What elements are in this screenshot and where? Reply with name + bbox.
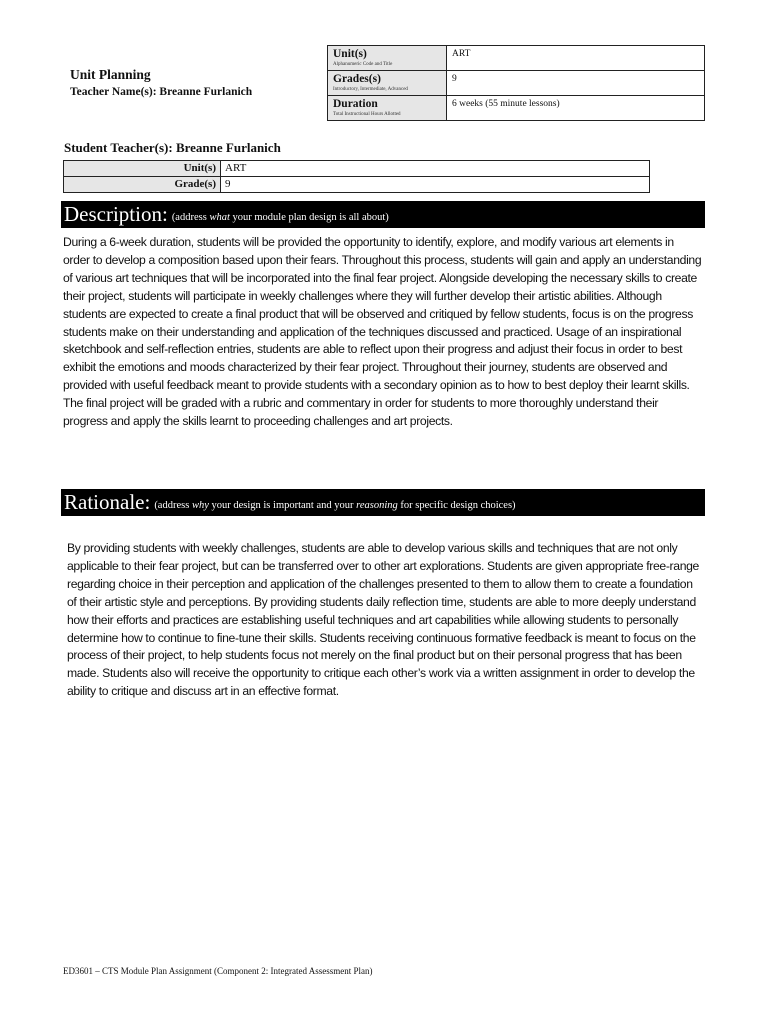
rationale-note-emphasis-reasoning: reasoning: [356, 500, 398, 511]
rationale-note-emphasis-why: why: [191, 500, 209, 511]
student-teacher: Student Teacher(s): Breanne Furlanich: [64, 140, 281, 155]
duration-row: [328, 96, 705, 121]
small-grade-value: 9: [221, 177, 650, 193]
small-grade-label: Grade(s): [64, 177, 221, 193]
rationale-note-pre: (address: [154, 500, 192, 511]
page-title: Unit Planning: [70, 67, 151, 82]
grades-sublabel: Introductory, Intermediate, Advanced: [333, 87, 408, 92]
grades-row: [328, 71, 705, 96]
description-note: [172, 211, 389, 225]
rationale-heading-bar: [61, 489, 705, 516]
rationale-note-mid: your design is important and your: [208, 500, 357, 511]
small-unit-value: ART: [221, 161, 650, 177]
header-block: [70, 66, 320, 100]
unit-row: [328, 46, 705, 71]
description-text: During a 6-week duration, students will be provided the opportunity to identify, explore, and modify various art elements in order to develop a composition based upon their fears. Throughout this process, students will gain and apply an understanding of various art techniques that will be incorporated into the final fear project. Alongside developing the necessary skills to create their project, students will participate in weekly challenges where they will further develop their artistic abilities. Although students are expected to create a final product that will be observed and critiqued by fellow students, focus is on the progress students make on their understanding and application of the techniques discussed and practiced. Usage of an inspirational sketchbook and self-reflection entries, students are able to reflect upon their progress and adjust their focus in order to best exhibit the emotions and moods characterized by their fear project. Throughout their journey, students are observed and provided with useful feedback meant to provide students with a secondary opinion as to how to best deploy their learnt skills. The final project will be graded with a rubric and commentary in order for students to more thoroughly understand their progress and apply the skills learnt to proceeding challenges and art projects.: [63, 235, 702, 429]
rationale-note-post: for specific design choices): [397, 500, 516, 511]
description-heading-bar: [61, 201, 705, 228]
duration-value: 6 weeks (55 minute lessons): [447, 96, 705, 121]
table-row: [64, 161, 650, 177]
grades-value: 9: [447, 71, 705, 96]
small-unit-label: Unit(s): [64, 161, 221, 177]
rationale-text: By providing students with weekly challenges, students are able to develop various skills and techniques that are not only applicable to their fear project, but can be transferred over to other art explorations. Students are given appropriate free-range regarding choice in their perception and application of the challenges presented to them to allow them to create a foundation of their artistic style and perceptions. By providing students daily reflection time, students are able to more deeply understand how their efforts and practices are establishing useful techniques and art capabilities while allowing students to personally determine how to continue to fine-tune their skills. Students receiving continuous formative feedback is meant to focus on the process of their project, to help students focus not merely on the final product but on their personal progress that has been made. Students also will receive the opportunity to critique each other’s work via a written assignment in order to develop the ability to critique and discuss art in an effective format.: [67, 541, 699, 699]
duration-label: Duration: [333, 98, 378, 110]
rationale-note: [154, 499, 515, 513]
description-heading: Description:: [64, 202, 168, 226]
unit-sublabel: Alphanumeric Code and Title: [333, 62, 393, 67]
grades-label: Grades(s): [333, 73, 381, 85]
teacher-name: Teacher Name(s): Breanne Furlanich: [70, 86, 253, 98]
unit-label: Unit(s): [333, 48, 367, 60]
description-note-emphasis: what: [209, 212, 230, 223]
description-note-pre: (address: [171, 212, 210, 223]
page-footer: ED3601 – CTS Module Plan Assignment (Component 2: Integrated Assessment Plan): [63, 966, 373, 976]
duration-sublabel: Total Instructional Hours Allotted: [333, 112, 401, 117]
unit-grade-table: [63, 160, 650, 193]
description-note-post: your module plan design is all about): [229, 212, 389, 223]
unit-info-table: [327, 45, 705, 121]
rationale-heading: Rationale:: [64, 490, 151, 514]
unit-value: ART: [447, 46, 705, 71]
table-row: [64, 177, 650, 193]
